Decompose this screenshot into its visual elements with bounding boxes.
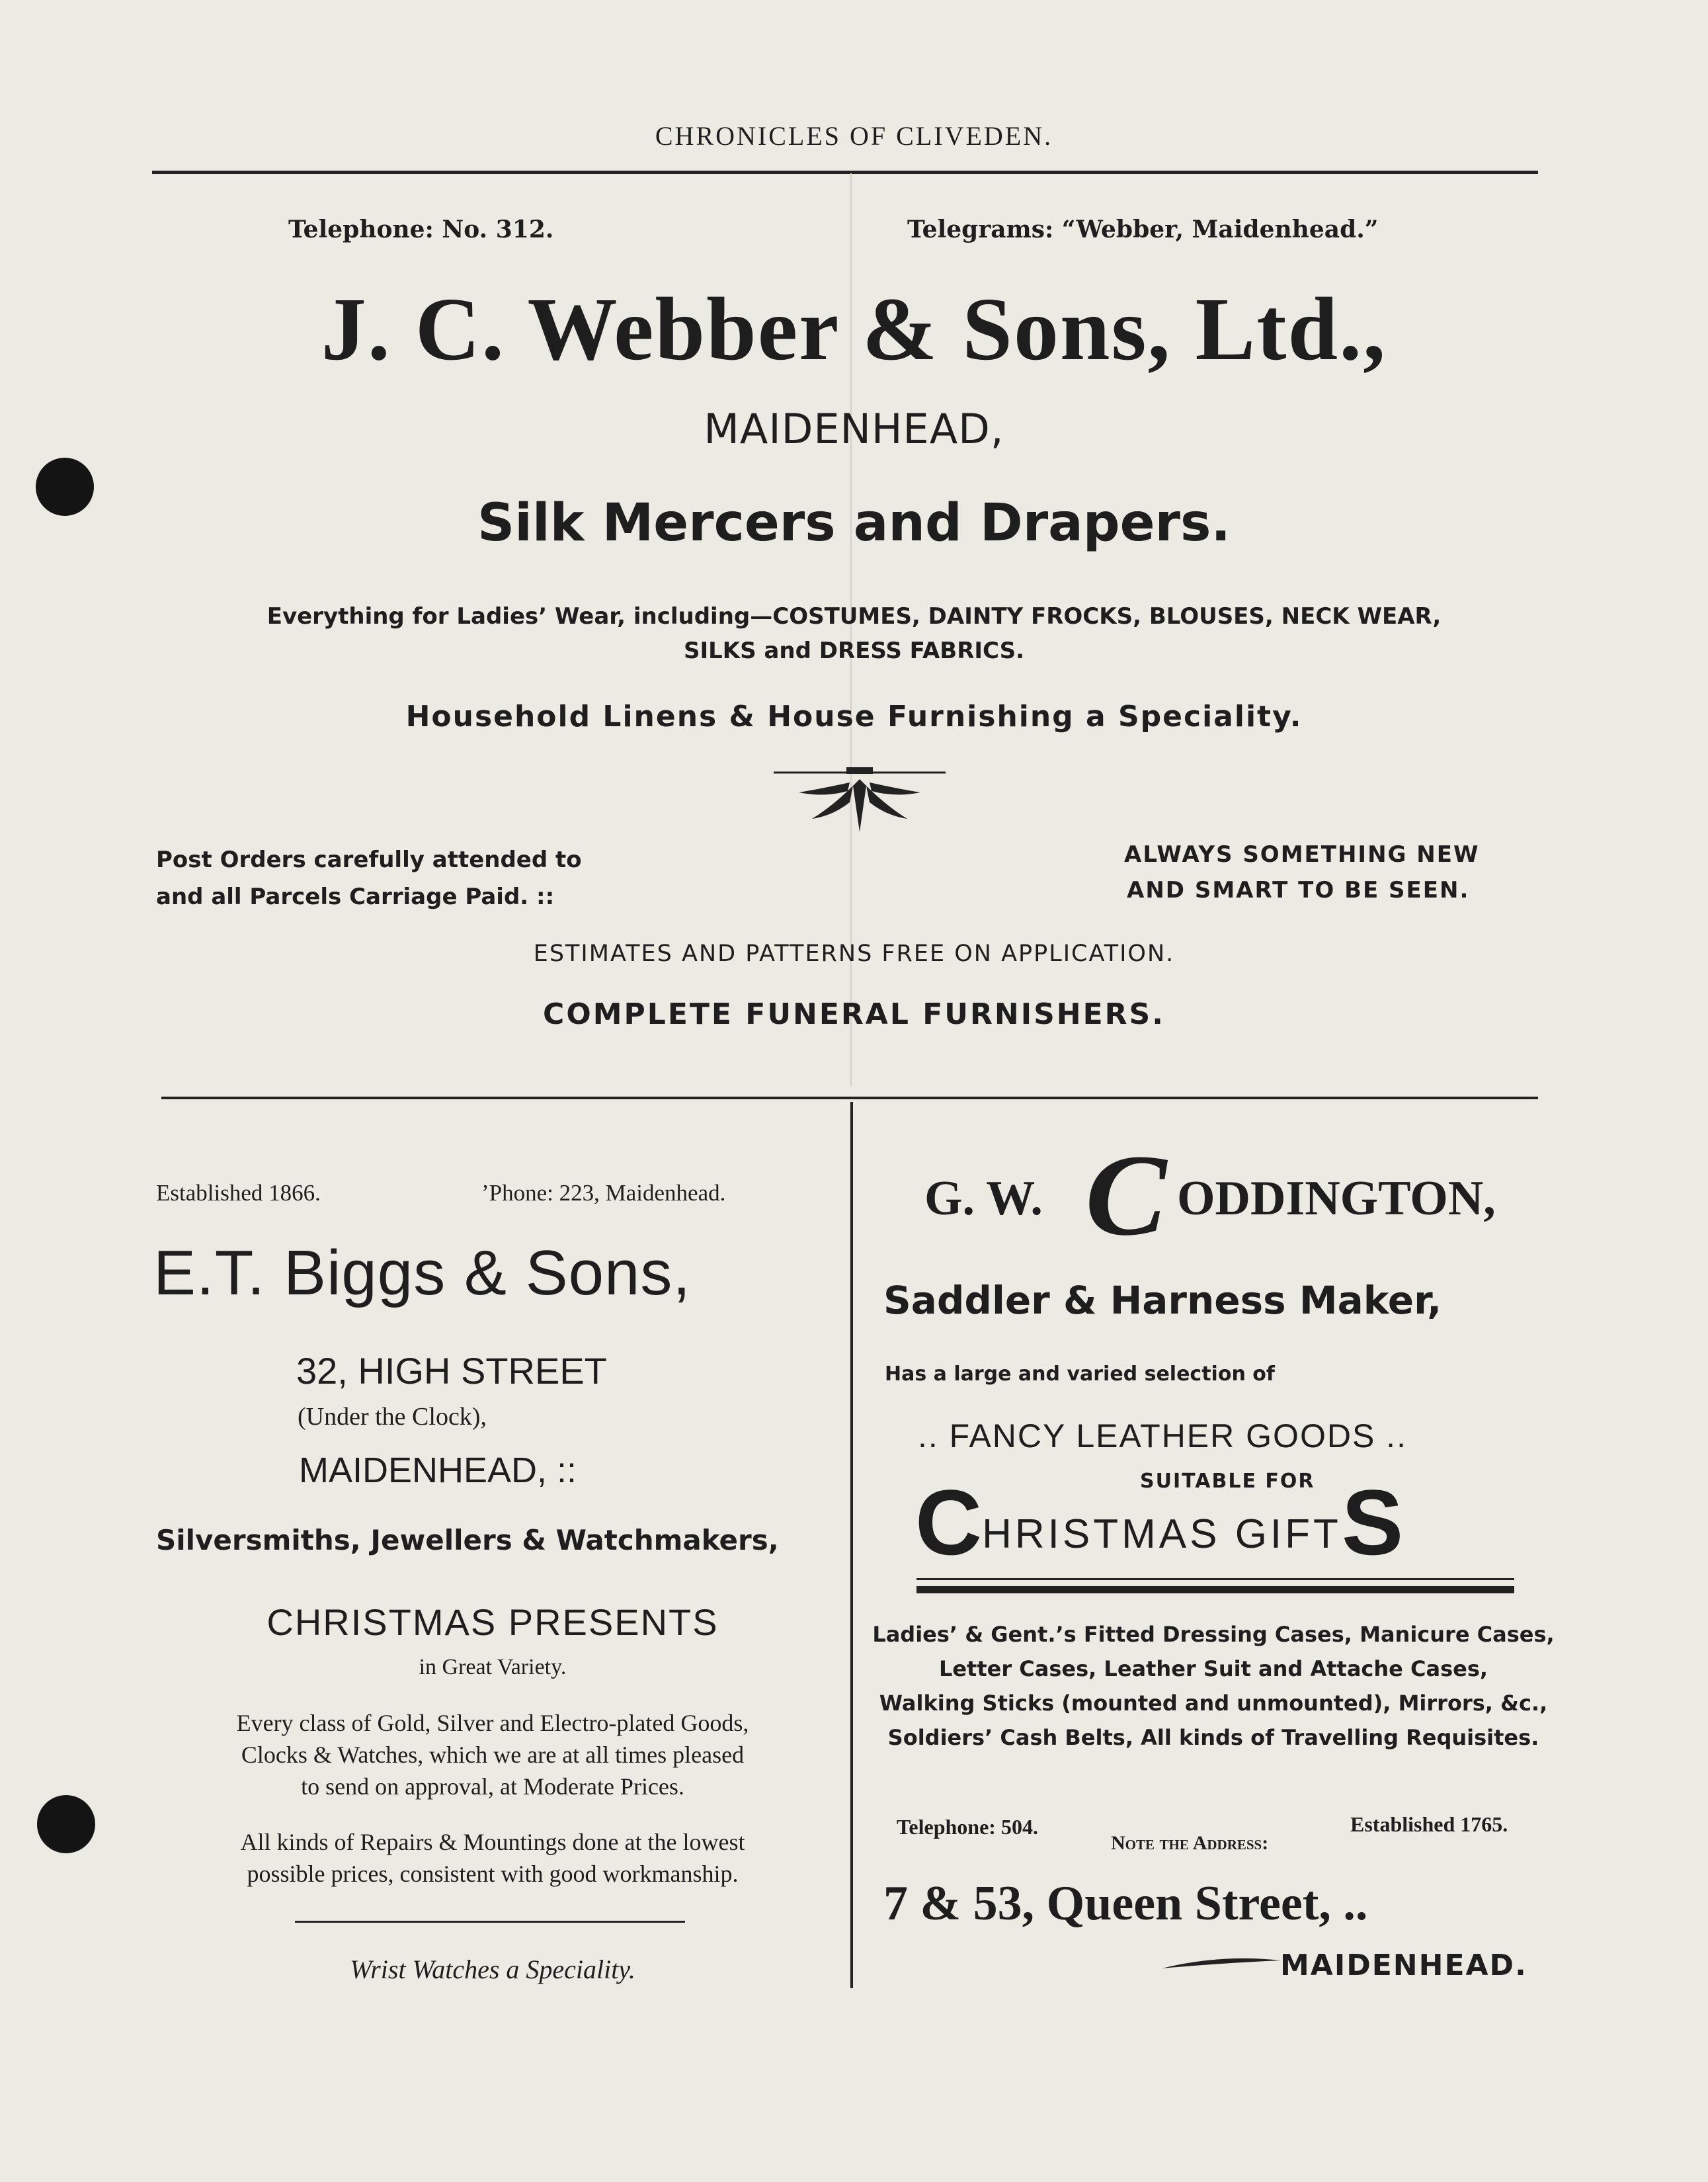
coddington-town: MAIDENHEAD. <box>1280 1949 1527 1982</box>
biggs-variety: in Great Variety. <box>419 1655 567 1679</box>
coddington-double-rule-thin <box>916 1578 1514 1580</box>
biggs-wrist: Wrist Watches a Speciality. <box>350 1954 635 1984</box>
biggs-repairs-line1: All kinds of Repairs & Mountings done at the lowest <box>240 1829 745 1855</box>
webber-always-line1: ALWAYS SOMETHING NEW <box>1124 841 1480 868</box>
biggs-address: 32, HIGH STREET <box>296 1350 607 1392</box>
webber-post-line2: and all Parcels Carriage Paid. :: <box>156 884 555 910</box>
webber-wear-line1: Everything for Ladies’ Wear, including—COSTUMES, DAINTY FROCKS, BLOUSES, NECK WEAR, <box>266 603 1442 630</box>
coddington-initials: G. W. <box>924 1171 1043 1226</box>
biggs-trade: Silversmiths, Jewellers & Watchmakers, <box>156 1524 779 1556</box>
coddington-trade: Saddler & Harness Maker, <box>883 1278 1442 1323</box>
webber-post-line1: Post Orders carefully attended to <box>156 847 582 873</box>
biggs-repairs-line2: possible prices, consistent with good workmanship. <box>247 1861 739 1887</box>
webber-telegrams: Telegrams: “Webber, Maidenhead.” <box>907 216 1379 243</box>
middle-rule <box>161 1097 1538 1099</box>
biggs-established: Established 1866. <box>156 1180 321 1206</box>
biggs-company-name: E.T. Biggs & Sons, <box>153 1238 692 1308</box>
coddington-address: 7 & 53, Queen Street, .. <box>883 1876 1368 1931</box>
webber-wear-line2: SILKS and DRESS FABRICS. <box>683 638 1025 664</box>
ornament-icon <box>760 766 959 839</box>
coddington-name: ODDINGTON, <box>1177 1171 1496 1226</box>
coddington-fancy: .. FANCY LEATHER GOODS .. <box>918 1417 1407 1454</box>
biggs-gold-line1: Every class of Gold, Silver and Electro-plated Goods, <box>236 1710 749 1736</box>
biggs-rule <box>295 1921 685 1923</box>
webber-speciality: Household Linens & House Furnishing a Speciality. <box>405 700 1303 734</box>
coddington-cases-line3: Walking Sticks (mounted and unmounted), Mirrors, &c., <box>879 1691 1548 1716</box>
christmas-middle: HRISTMAS GIFT <box>982 1511 1342 1557</box>
webber-estimates: ESTIMATES AND PATTERNS FREE ON APPLICATION. <box>533 941 1175 967</box>
biggs-town: MAIDENHEAD, :: <box>299 1450 577 1490</box>
webber-town: MAIDENHEAD, <box>704 405 1004 453</box>
header-rule <box>152 171 1538 174</box>
webber-telephone: Telephone: No. 312. <box>288 216 554 243</box>
coddington-cases-line1: Ladies’ & Gent.’s Fitted Dressing Cases, Manicure Cases, <box>872 1622 1555 1647</box>
webber-company-name: J. C. Webber & Sons, Ltd., <box>321 280 1387 379</box>
swash-icon <box>1159 1949 1284 1975</box>
column-divider <box>850 1102 853 1988</box>
coddington-cases-line4: Soldiers’ Cash Belts, All kinds of Travelling Requisites. <box>887 1725 1539 1750</box>
page-header: CHRONICLES OF CLIVEDEN. <box>655 121 1053 151</box>
biggs-phone: ’Phone: 223, Maidenhead. <box>481 1180 726 1206</box>
coddington-suitable: SUITABLE FOR <box>1140 1470 1315 1493</box>
biggs-clock: (Under the Clock), <box>298 1403 487 1431</box>
christmas-final: S <box>1341 1470 1404 1574</box>
coddington-big-c: C <box>1085 1131 1167 1260</box>
webber-funeral: COMPLETE FUNERAL FURNISHERS. <box>543 997 1165 1031</box>
biggs-gold-line3: to send on approval, at Moderate Prices. <box>301 1773 684 1800</box>
coddington-selection: Has a large and varied selection of <box>885 1363 1275 1386</box>
coddington-established: Established 1765. <box>1350 1812 1508 1836</box>
coddington-double-rule-thick <box>916 1586 1514 1593</box>
biggs-gold-line2: Clocks & Watches, which we are at all times pleased <box>241 1741 745 1768</box>
christmas-gifts <box>915 1470 1404 1574</box>
coddington-cases-line2: Letter Cases, Leather Suit and Attache Cases, <box>938 1656 1488 1681</box>
biggs-presents: CHRISTMAS PRESENTS <box>266 1601 719 1643</box>
webber-trade: Silk Mercers and Drapers. <box>477 493 1231 553</box>
binding-hole-bottom <box>37 1795 95 1853</box>
coddington-telephone: Telephone: 504. <box>897 1815 1038 1839</box>
christmas-initial: C <box>915 1470 983 1574</box>
coddington-note: Note the Address: <box>1111 1832 1269 1854</box>
webber-always-line2: AND SMART TO BE SEEN. <box>1127 877 1470 903</box>
